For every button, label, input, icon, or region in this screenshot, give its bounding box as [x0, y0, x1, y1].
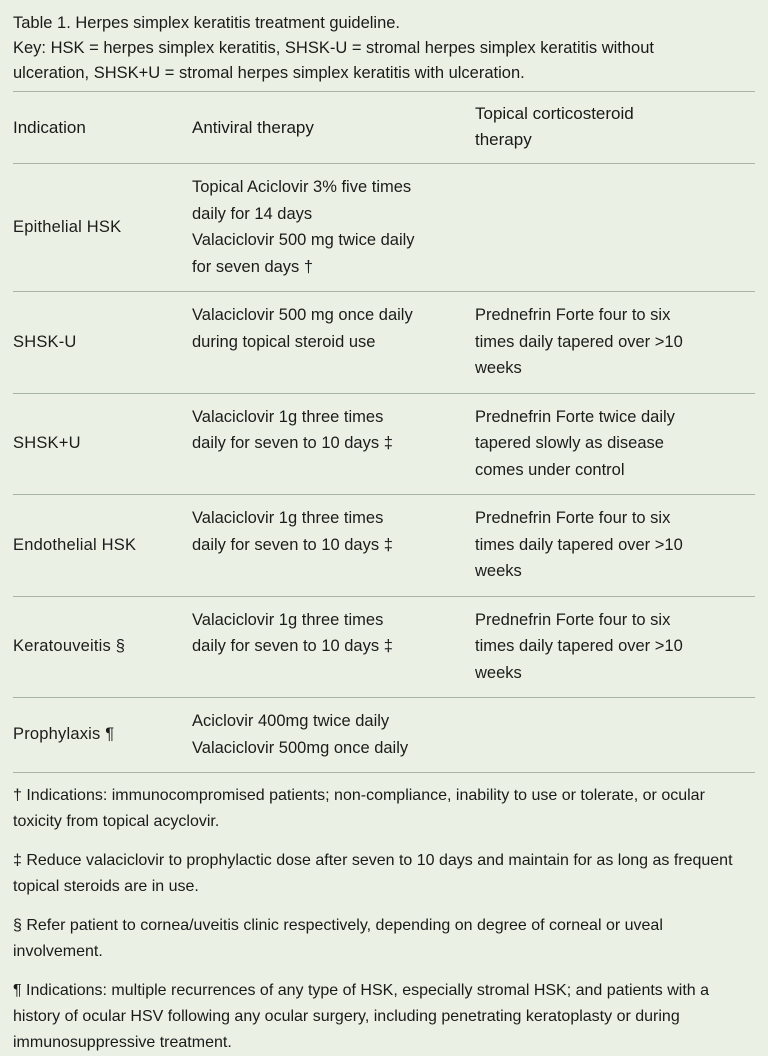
column-header-corticosteroid-line-2: therapy: [475, 130, 532, 149]
therapy-line: times daily tapered over >10: [475, 332, 683, 351]
footnote-section-sign: § Refer patient to cornea/uveitis clinic respectively, depending on degree of corneal or uveal involvement.: [13, 917, 663, 960]
table-row: [13, 495, 755, 597]
therapy-line: daily for seven to 10 days ‡: [192, 535, 393, 554]
therapy-line: daily for seven to 10 days ‡: [192, 434, 393, 452]
table-row: [13, 698, 755, 773]
cell-indication: Prophylaxis ¶: [13, 725, 115, 744]
table-caption-title: Table 1. Herpes simplex keratitis treatment guideline.: [13, 14, 401, 32]
therapy-line: Prednefrin Forte twice daily: [475, 407, 675, 426]
table-caption: [13, 0, 755, 86]
cell-antiviral-therapy: [192, 393, 475, 495]
therapy-line: tapered slowly as disease: [475, 434, 664, 452]
cell-corticosteroid-therapy: [475, 164, 755, 292]
therapy-line: Prednefrin Forte four to six: [475, 610, 671, 629]
cell-antiviral-therapy: [192, 292, 475, 394]
cell-antiviral-therapy: [192, 164, 475, 292]
cell-indication: Endothelial HSK: [13, 495, 192, 597]
cell-corticosteroid-therapy: [475, 292, 755, 394]
therapy-line: Valaciclovir 500 mg twice daily: [192, 231, 415, 249]
therapy-line: weeks: [475, 562, 522, 580]
therapy-line: Valaciclovir 500 mg once daily: [192, 306, 413, 324]
footnote-dagger: † Indications: immunocompromised patients; non-compliance, inability to use or tolerate, or ocular toxicity from topical acyclovir.: [13, 787, 705, 830]
therapy-line: times daily tapered over >10: [475, 637, 683, 655]
cell-corticosteroid-therapy: [475, 393, 755, 495]
therapy-line: during topical steroid use: [192, 332, 376, 351]
therapy-line: for seven days †: [192, 257, 314, 276]
footnote-double-dagger: ‡ Reduce valaciclovir to prophylactic dose after seven to 10 days and maintain for as long as frequent topical steroids are in use.: [13, 852, 733, 895]
table-caption-key-line-1: Key: HSK = herpes simplex keratitis, SHSK-U = stromal herpes simplex keratitis without: [13, 39, 654, 57]
therapy-line: Valaciclovir 1g three times: [192, 610, 384, 629]
therapy-line: Valaciclovir 1g three times: [192, 407, 384, 426]
table-row: [13, 596, 755, 698]
therapy-line: Valaciclovir 500mg once daily: [192, 738, 409, 757]
cell-antiviral-therapy: [192, 495, 475, 597]
therapy-line: Prednefrin Forte four to six: [475, 509, 671, 527]
therapy-line: Prednefrin Forte four to six: [475, 306, 671, 324]
therapy-line: weeks: [475, 663, 522, 682]
cell-indication: Epithelial HSK: [13, 164, 192, 292]
cell-corticosteroid-therapy: [475, 596, 755, 698]
table-row: [13, 393, 755, 495]
column-header-indication: Indication: [13, 92, 192, 164]
cell-antiviral-therapy: [192, 596, 475, 698]
therapy-line: daily for seven to 10 days ‡: [192, 637, 393, 655]
table-header-row: [13, 92, 755, 164]
footnotes-section: [13, 772, 755, 1056]
therapy-line: Topical Aciclovir 3% five times: [192, 178, 412, 196]
therapy-line: weeks: [475, 359, 522, 377]
cell-indication: SHSK+U: [13, 393, 192, 495]
therapy-line: Valaciclovir 1g three times: [192, 509, 384, 527]
table-body: [13, 164, 755, 773]
footnote-pilcrow: ¶ Indications: multiple recurrences of any type of HSK, especially stromal HSK; and patients with a history of ocular HSV following any ocular surgery, including penetrating keratoplasty or during immunosuppressive treatment.: [13, 982, 710, 1051]
therapy-line: times daily tapered over >10: [475, 535, 683, 554]
table-row: [13, 164, 755, 292]
column-header-topical-corticosteroid-therapy: [475, 92, 755, 164]
therapy-line: daily for 14 days: [192, 204, 313, 223]
therapy-line: Aciclovir 400mg twice daily: [192, 712, 390, 730]
guideline-table: [13, 91, 755, 772]
cell-corticosteroid-therapy: [475, 495, 755, 597]
guideline-table-wrapper: [13, 91, 755, 772]
cell-antiviral-therapy: [192, 698, 475, 773]
cell-corticosteroid-therapy: [475, 698, 755, 773]
cell-indication: SHSK-U: [13, 292, 192, 394]
column-header-antiviral-therapy: Antiviral therapy: [192, 92, 475, 164]
therapy-line: comes under control: [475, 460, 625, 479]
table-row: [13, 292, 755, 394]
table-caption-key-line-2: ulceration, SHSK+U = stromal herpes simplex keratitis with ulceration.: [13, 64, 525, 82]
column-header-corticosteroid-line-1: Topical corticosteroid: [475, 104, 634, 123]
cell-indication: Keratouveitis §: [13, 596, 192, 698]
